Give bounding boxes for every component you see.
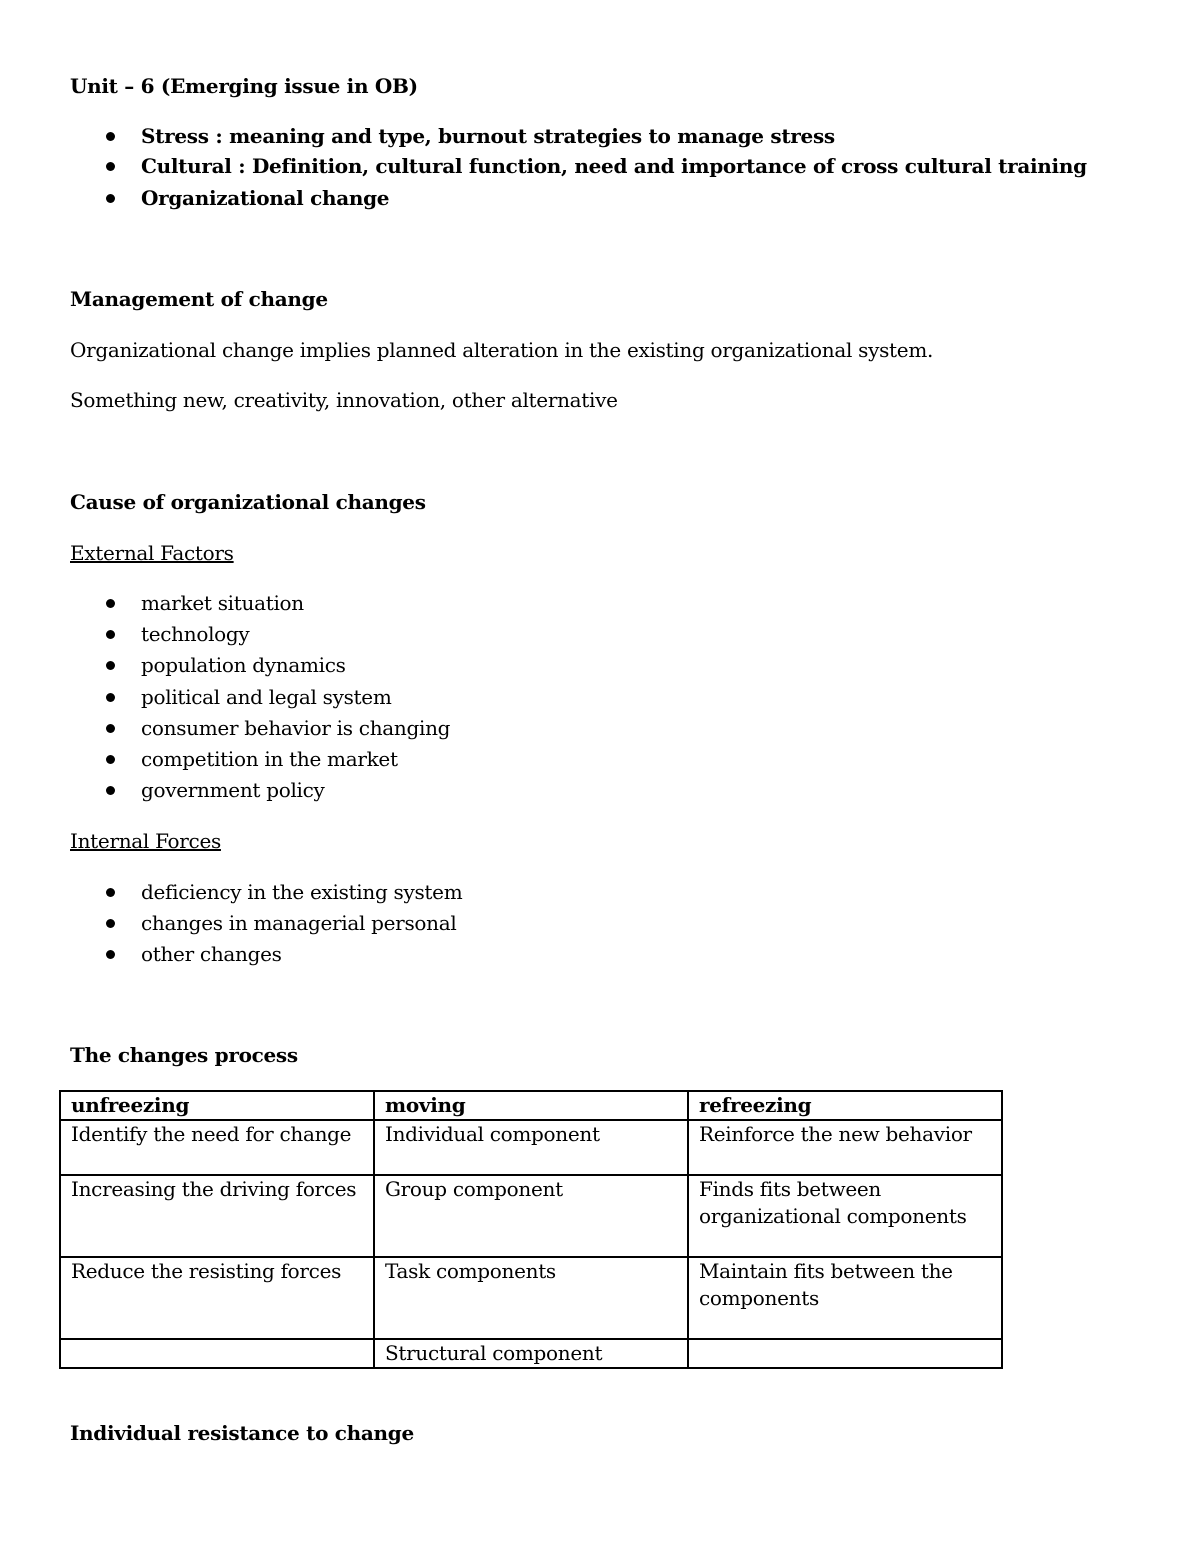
table-row bbox=[60, 1175, 1002, 1257]
bullet-icon bbox=[106, 630, 115, 639]
table-cell: Task components bbox=[374, 1257, 688, 1339]
table-header-row bbox=[60, 1091, 1002, 1120]
table-header-cell: refreezing bbox=[688, 1091, 1002, 1120]
bullet-icon bbox=[106, 693, 115, 702]
change-process-table bbox=[59, 1090, 1003, 1369]
document-page: Unit – 6 (Emerging issue in OB) Stress : meaning and type, burnout strategies to manage stress Cultural : Definition, cultural function, need and importance of cross cultural training Organizational change Management of change Organizational change implies planned alteration in the existing organizational system. Something new, creativity, innovation, other alternative Cause of organizational changes External Factors market situation technology population dynamics political and legal system consumer behavior is changing competition in the market government policy Internal Forces deficiency in the existing system changes in managerial personal other changes The changes process unfreezing moving refreezing Identify the need for change Individual component Reinforce the new behavior Increasing the driving forces Group component Finds fits between organizational components Reduce the resisting forces Task components Maintain fits between the components Structural component Individual resistance to change bbox=[0, 0, 1200, 1553]
bullet-icon bbox=[106, 950, 115, 959]
table-cell: Structural component bbox=[374, 1339, 688, 1368]
table-cell: Maintain fits between the components bbox=[688, 1257, 1002, 1339]
resistance-heading: Individual resistance to change bbox=[70, 1421, 414, 1445]
table-cell: Group component bbox=[374, 1175, 688, 1257]
process-heading: The changes process bbox=[70, 1043, 298, 1067]
unit-title: Unit – 6 (Emerging issue in OB) bbox=[70, 74, 418, 98]
bullet-icon bbox=[106, 194, 115, 203]
bullet-icon bbox=[106, 755, 115, 764]
table-cell: Individual component bbox=[374, 1120, 688, 1175]
table-cell: Reinforce the new behavior bbox=[688, 1120, 1002, 1175]
table-cell: Increasing the driving forces bbox=[60, 1175, 374, 1257]
table-header-cell: moving bbox=[374, 1091, 688, 1120]
table-row bbox=[60, 1120, 1002, 1175]
table-row bbox=[60, 1257, 1002, 1339]
bullet-icon bbox=[106, 786, 115, 795]
management-definition: Organizational change implies planned alteration in the existing organizational system. bbox=[70, 338, 934, 362]
internal-forces-label: Internal Forces bbox=[70, 829, 221, 853]
bullet-icon bbox=[106, 919, 115, 928]
bullet-icon bbox=[106, 599, 115, 608]
management-keywords: Something new, creativity, innovation, other alternative bbox=[70, 388, 618, 412]
bullet-icon bbox=[106, 132, 115, 141]
external-factors-label: External Factors bbox=[70, 541, 234, 565]
management-heading: Management of change bbox=[70, 287, 328, 311]
bullet-icon bbox=[106, 724, 115, 733]
table-header-cell: unfreezing bbox=[60, 1091, 374, 1120]
causes-heading: Cause of organizational changes bbox=[70, 490, 426, 514]
bullet-icon bbox=[106, 661, 115, 670]
bullet-icon bbox=[106, 888, 115, 897]
table-cell bbox=[688, 1339, 1002, 1368]
table-cell: Reduce the resisting forces bbox=[60, 1257, 374, 1339]
table-row bbox=[60, 1339, 1002, 1368]
bullet-icon bbox=[106, 162, 115, 171]
table-cell: Identify the need for change bbox=[60, 1120, 374, 1175]
table-cell bbox=[60, 1339, 374, 1368]
table-cell: Finds fits between organizational components bbox=[688, 1175, 1002, 1257]
